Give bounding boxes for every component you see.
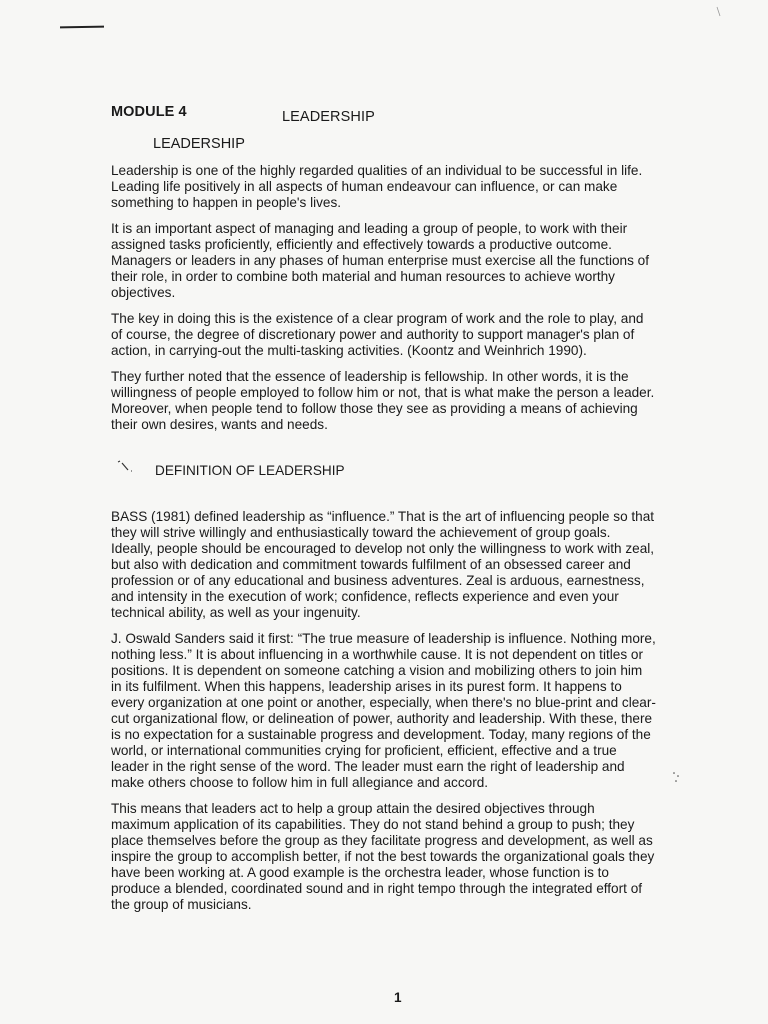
module-header <box>108 104 656 126</box>
paragraph-management: It is an important aspect of managing and leading a group of people, to work with their assigned tasks proficiently, efficiently and effectively towards a productive outcome. Managers or leaders in any phases of human enterprise must exercise all the functions of their role, in order to combine both material and human resources to achieve worthy objectives. <box>111 221 649 300</box>
paragraph-orchestra: This means that leaders act to help a group attain the desired objectives through maximum application of its capabilities. They do not stand behind a group to push; they place themselves before the group as they facilitate progress and development, as well as inspire the group to accomplish better, if not the best towards the organizational goals they have been working at. A good example is the orchestra leader, whose function is to produce a blended, coordinated sound and in right tempo through the integrated effort of the group of musicians. <box>111 801 655 912</box>
definition-heading <box>108 463 656 483</box>
paragraph-fellowship: They further noted that the essence of leadership is fellowship. In other words, it is the willingness of people employed to follow him or not, that is what make the person a leader. Moreover, when people tend to follow those they see as providing a means of achieving their own desires, wants and needs. <box>111 369 655 432</box>
module-label: MODULE 4 <box>111 104 187 120</box>
page-number: 1 <box>394 990 402 1005</box>
paragraph-key: The key in doing this is the existence of a clear program of work and the role to play, and of course, the degree of discretionary power and authority to support manager's plan of action, in carrying-out the multi-tasking activities. (Koontz and Weinhrich 1990). <box>111 311 644 358</box>
section-heading: LEADERSHIP <box>153 136 245 152</box>
paragraph-sanders-quote: J. Oswald Sanders said it first: “The true measure of leadership is influence. Nothing more, nothing less.” It is about influencing in a worthwhile cause. It is not dependent on titles or positions. It is dependent on someone catching a vision and mobilizing others to join him in its fulfilment. When this happens, leadership arises in its purest form. It happens to every organization at one point or another, especially, when there's no blue-print and clear-cut organizational flow, or delineation of power, authority and leadership. With these, there is no expectation for a sustainable progress and development. Today, many regions of the world, or international communities crying for proficient, efficient, effective and a true leader in the right sense of the word. The leader must earn the right of leadership and make others choose to follow him in full allegiance and accord. <box>111 631 656 790</box>
scan-corner-mark <box>716 6 722 18</box>
definition-heading-label: DEFINITION OF LEADERSHIP <box>155 463 345 478</box>
scan-dot-mark <box>672 770 682 784</box>
module-title: LEADERSHIP <box>282 109 375 125</box>
paragraph-intro: Leadership is one of the highly regarded qualities of an individual to be successful in life. Leading life positively in all aspects of human endeavour can influence, or can make something to happen in people's lives. <box>111 163 643 210</box>
scan-line-mark <box>60 26 104 29</box>
document-page <box>108 104 656 923</box>
paragraph-bass-definition: BASS (1981) defined leadership as “influence.” That is the art of influencing people so that they will strive willingly and enthusiastically toward the achievement of group goals. Ideally, people should be encouraged to develop not only the willingness to work with zeal, but also with dedication and commitment towards fulfilment of an obsessed career and profession or of any educational and business adventures. Zeal is arduous, earnestness, and intensity in the execution of work; confidence, reflects experience and even your technical ability, as well as your ingenuity. <box>111 509 655 620</box>
pen-tick-mark-icon <box>116 459 134 475</box>
